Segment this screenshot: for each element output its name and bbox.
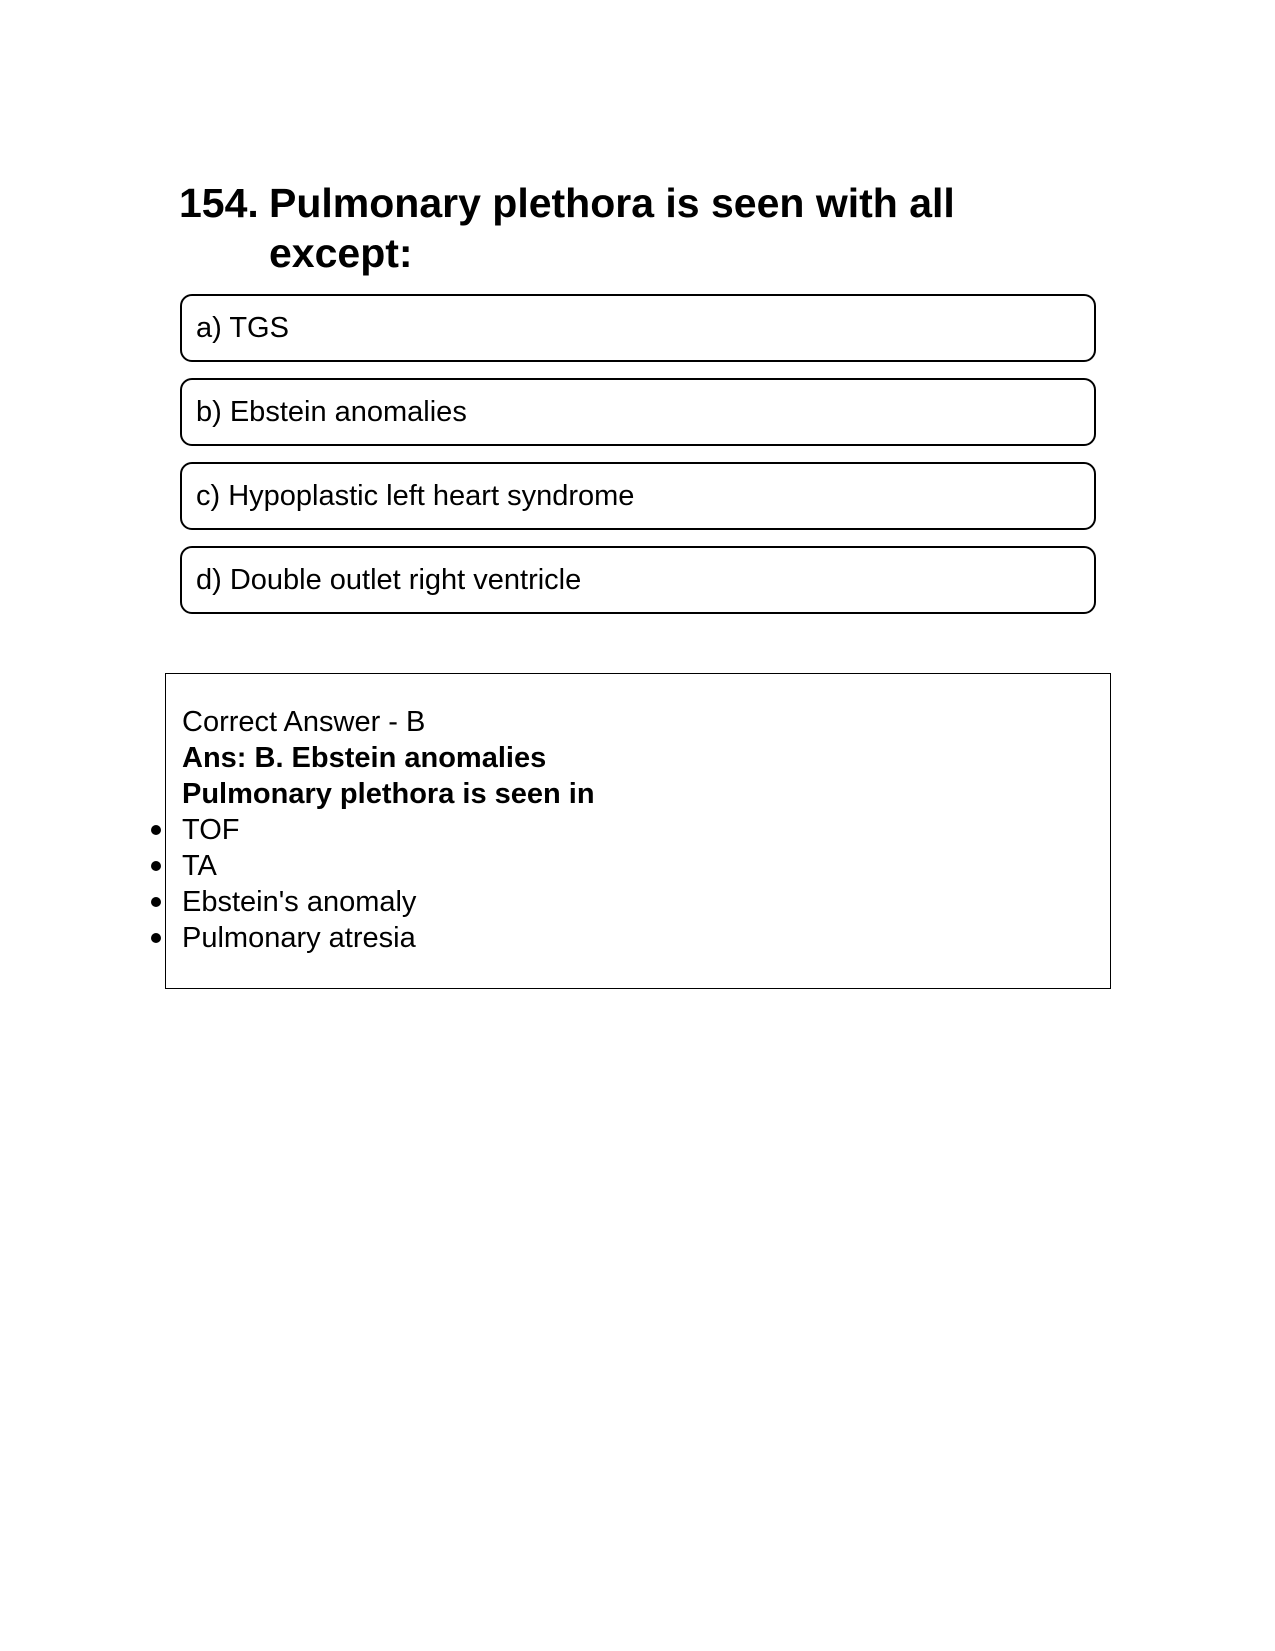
question-number: 154.	[179, 180, 259, 226]
list-item	[182, 920, 595, 956]
bullet-icon	[151, 897, 161, 907]
option-a[interactable]	[180, 294, 1096, 362]
options-list	[180, 294, 1096, 630]
answer-box	[165, 673, 1111, 989]
bullet-icon	[151, 825, 161, 835]
bullet-icon	[151, 933, 161, 943]
answer-line: Ans: B. Ebstein anomalies	[182, 742, 547, 774]
answer-bullet-list	[182, 812, 595, 956]
option-d-label: d) Double outlet right ventricle	[196, 563, 582, 596]
option-a-label: a) TGS	[196, 311, 289, 344]
list-item	[182, 812, 595, 848]
option-b[interactable]	[180, 378, 1096, 446]
list-item-text: TOF	[182, 814, 240, 846]
list-item-text: TA	[182, 850, 217, 882]
option-c[interactable]	[180, 462, 1096, 530]
question-text: Pulmonary plethora is seen with all except:	[269, 180, 955, 276]
option-c-label: c) Hypoplastic left heart syndrome	[196, 479, 635, 512]
bullet-icon	[151, 861, 161, 871]
option-b-label: b) Ebstein anomalies	[196, 395, 467, 428]
list-item	[182, 848, 595, 884]
list-item	[182, 884, 595, 920]
correct-answer: Correct Answer - B	[182, 706, 426, 738]
list-item-text: Ebstein's anomaly	[182, 886, 417, 918]
question-heading	[179, 178, 1079, 278]
answer-heading: Pulmonary plethora is seen in	[182, 778, 595, 810]
list-item-text: Pulmonary atresia	[182, 922, 416, 954]
option-d[interactable]	[180, 546, 1096, 614]
answer-content	[182, 704, 595, 956]
